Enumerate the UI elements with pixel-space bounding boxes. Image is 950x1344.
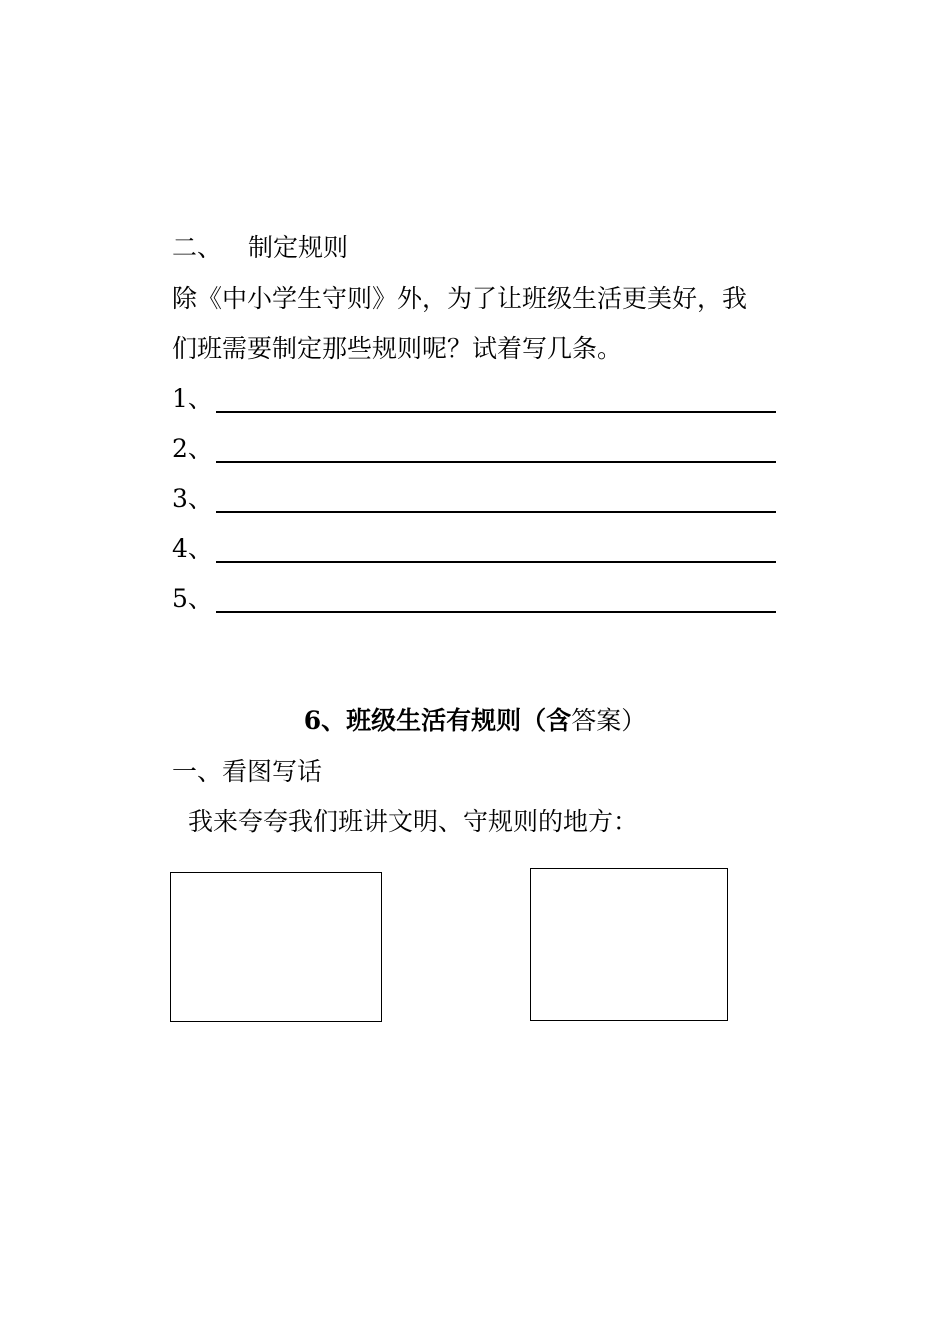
blank-number: 3、 xyxy=(172,484,213,513)
blank-number: 1、 xyxy=(172,384,213,413)
section-2-number: 二、 xyxy=(172,233,223,262)
answer-blank-5[interactable] xyxy=(172,583,782,615)
section-2-heading: 制定规则 xyxy=(248,233,349,262)
answer-blank-4[interactable] xyxy=(172,533,782,565)
document-title xyxy=(0,704,950,738)
section-2-prompt-line-1: 除《中小学生守则》外，为了让班级生活更美好，我 xyxy=(172,284,748,313)
answer-underline[interactable] xyxy=(216,611,776,613)
document-title-normal: 答案） xyxy=(571,706,647,735)
section-1-title: 一、看图写话 xyxy=(172,757,323,786)
answer-underline[interactable] xyxy=(216,511,776,513)
answer-underline[interactable] xyxy=(216,461,776,463)
answer-blank-1[interactable] xyxy=(172,383,782,415)
blank-number: 4、 xyxy=(172,534,213,563)
blank-number: 5、 xyxy=(172,584,213,613)
drawing-box-right[interactable] xyxy=(530,868,728,1021)
blank-number: 2、 xyxy=(172,434,213,463)
answer-blank-2[interactable] xyxy=(172,433,782,465)
answer-underline[interactable] xyxy=(216,411,776,413)
document-title-bold: 6、班级生活有规则（含 xyxy=(303,706,572,735)
answer-blank-3[interactable] xyxy=(172,483,782,515)
section-2-prompt-line-2: 们班需要制定那些规则呢？试着写几条。 xyxy=(172,334,623,363)
section-1-instruction: 我来夸夸我们班讲文明、守规则的地方： xyxy=(188,807,639,836)
section-2-title xyxy=(172,232,348,264)
answer-underline[interactable] xyxy=(216,561,776,563)
drawing-box-left[interactable] xyxy=(170,872,382,1022)
